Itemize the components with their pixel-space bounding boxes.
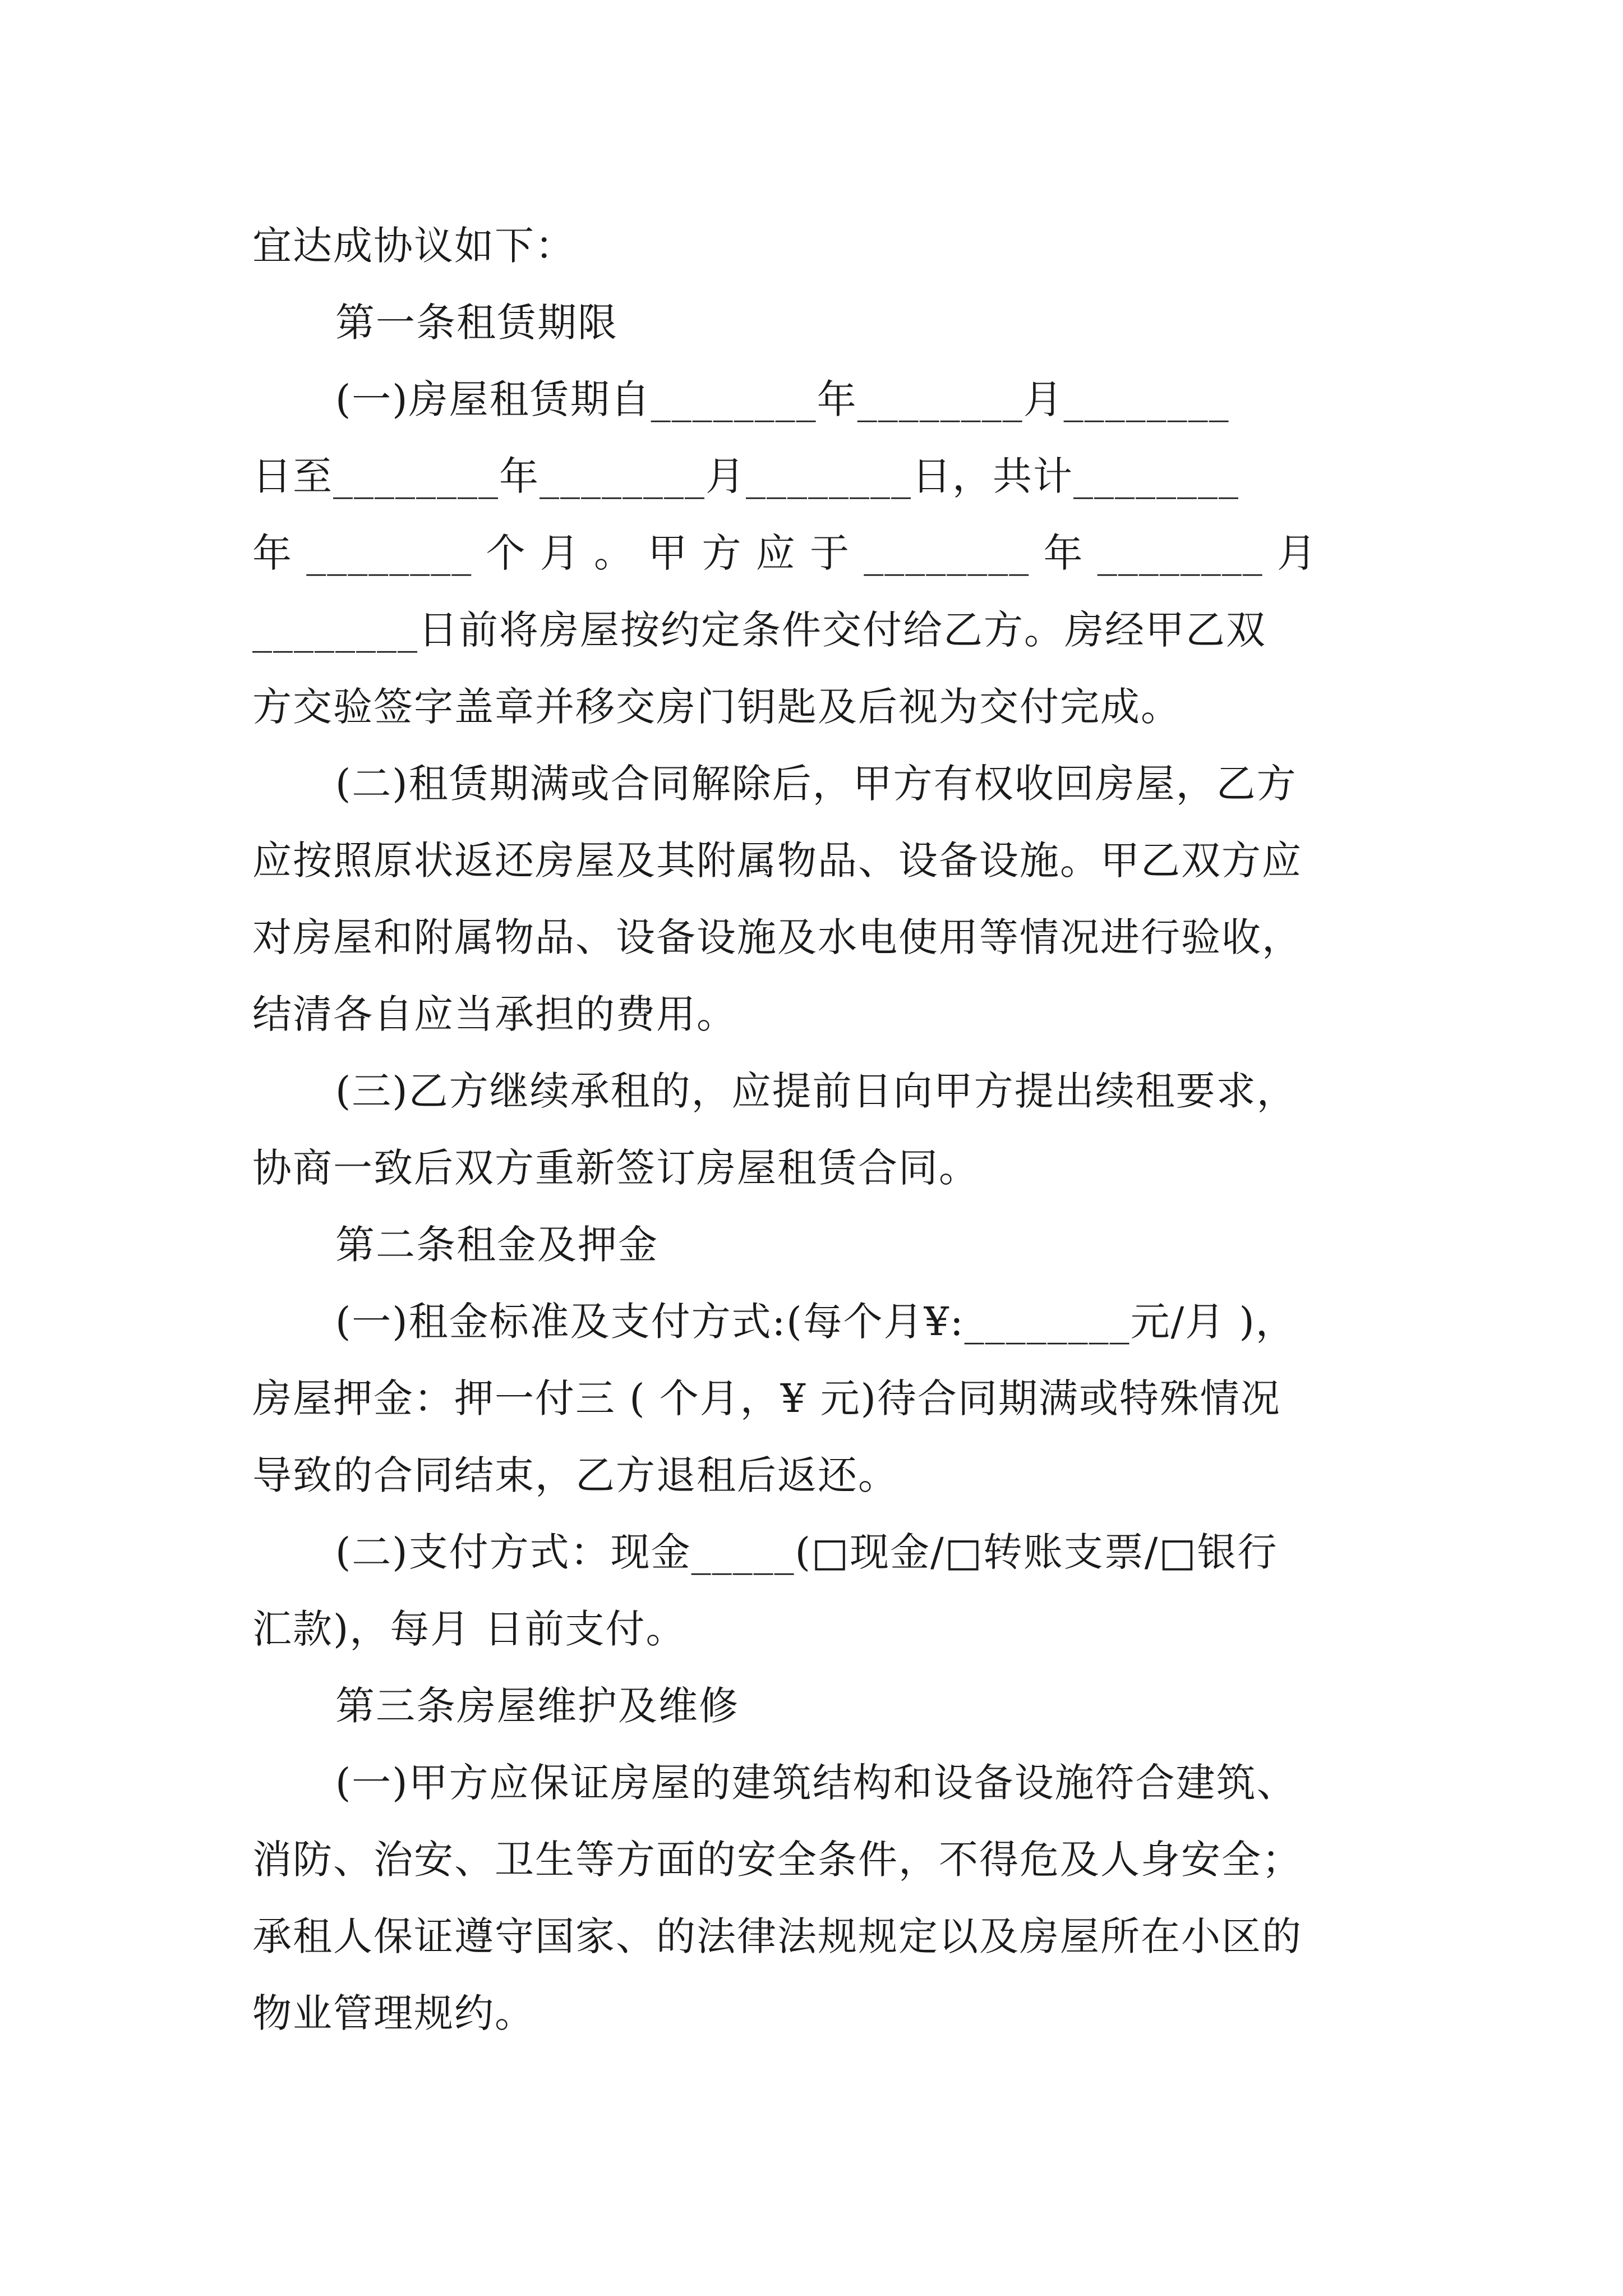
text-line: 方交验签字盖章并移交房门钥匙及后视为交付完成。 [252,684,1181,730]
text-line: ________日前将房屋按约定条件交付给乙方。房经甲乙双 [252,607,1266,653]
text-line: 年 ________ 个 月 。 甲 方 应 于 ________ 年 ________ 月 [252,530,1318,576]
text-line: 物业管理规约。 [252,1990,535,2036]
text-line: 汇款)，每月 日前支付。 [252,1606,686,1652]
text-line: 日至________年________月________日，共计________ [252,453,1239,499]
text-line: 对房屋和附属物品、设备设施及水电使用等情况进行验收， [252,914,1302,960]
text-line: 房屋押金：押一付三 ( 个月，¥ 元)待合同期满或特殊情况 [252,1375,1281,1421]
text-line: 消防、治安、卫生等方面的安全条件，不得危及人身安全； [252,1837,1302,1883]
text-line: (二)支付方式：现金_____(□现金/□转账支票/□银行 [335,1529,1278,1575]
text-line: (三)乙方继续承租的，应提前日向甲方提出续租要求， [335,1068,1297,1114]
section-heading: 第一条租赁期限 [335,300,618,346]
text-line: 导致的合同结束，乙方退租后返还。 [252,1452,898,1498]
text-line: (二)租赁期满或合同解除后，甲方有权收回房屋，乙方 [335,761,1297,807]
text-line: 结清各自应当承担的费用。 [252,991,737,1037]
text-line: (一)租金标准及支付方式:(每个月¥:________元/月 )， [335,1299,1296,1345]
text-line: 宜达成协议如下： [252,223,575,269]
text-line: 承租人保证遵守国家、的法律法规规定以及房屋所在小区的 [252,1913,1302,1959]
document-body [252,208,1374,2052]
section-heading: 第三条房屋维护及维修 [335,1683,739,1729]
text-line: (一)甲方应保证房屋的建筑结构和设备设施符合建筑、 [335,1760,1297,1806]
text-line: 应按照原状返还房屋及其附属物品、设备设施。甲乙双方应 [252,838,1302,884]
text-line: (一)房屋租赁期自________年________月________ [335,376,1230,422]
text-line: 协商一致后双方重新签订房屋租赁合同。 [252,1145,979,1191]
section-heading: 第二条租金及押金 [335,1222,658,1268]
